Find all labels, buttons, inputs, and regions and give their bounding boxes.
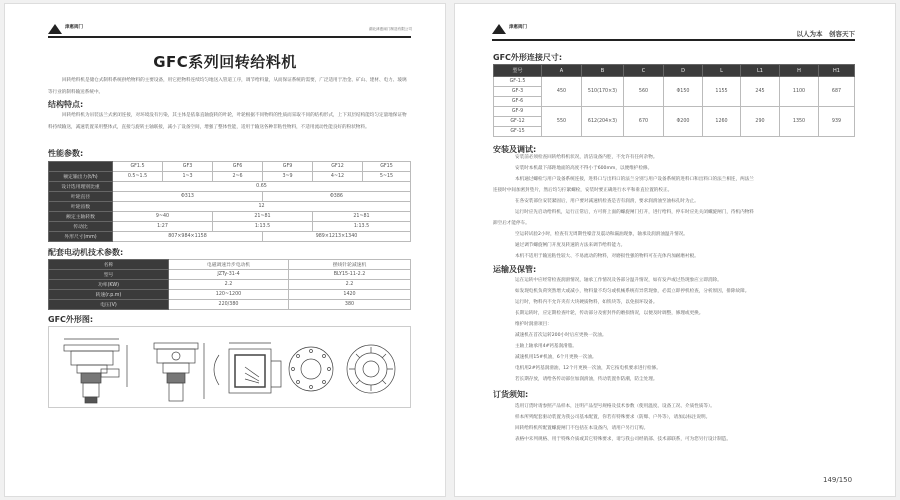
table-cell: 21~81 — [213, 212, 313, 222]
table-cell: 3~9 — [263, 172, 313, 182]
model-cell: GF-15 — [494, 127, 542, 137]
row-label: 功率(KW) — [49, 280, 169, 290]
table-row — [49, 222, 411, 232]
structure-heading: 结构特点: — [48, 100, 84, 109]
table-cell: 1:27 — [113, 222, 213, 232]
install-heading: 安装及调试: — [493, 145, 537, 154]
table-row — [49, 182, 411, 192]
header-rule — [48, 36, 411, 38]
table-row — [49, 232, 411, 242]
text-line: 若长期存放，请给各传动部位加润滑油，传动装置作防潮，防尘处理。 — [515, 377, 658, 382]
text-line: 通过调节螺旋闸门开度及转速的方法来调节给料能力。 — [515, 243, 626, 248]
row-label: 名称 — [49, 260, 169, 270]
model-cell: GF-9 — [494, 107, 542, 117]
intro-text: 回转给料机是储仓式制料系统供给物料的主要设备，用它把物料连续均匀地送入管道工序，调节给料量，从而保证系统的需要，广泛适用于冶金、矿山、建材、电力、玻璃等行业的制料输送系统中。 — [48, 78, 407, 95]
column-header: GF12 — [313, 162, 363, 172]
table-cell: Φ386 — [263, 192, 411, 202]
table-cell: 450 — [542, 77, 582, 107]
table-row — [494, 107, 855, 117]
table-cell: 612(204×3) — [582, 107, 624, 137]
table-cell: 1260 — [703, 107, 741, 137]
row-label: 电压(V) — [49, 300, 169, 310]
table-cell: 1420 — [289, 290, 411, 300]
mountain-logo-icon — [492, 24, 506, 34]
text-line: 选用订货时请参照产品样本，注明产品型号规格及技术参数（使用温度、设备工况、介质性质等）。 — [515, 404, 715, 409]
column-header: GF9 — [263, 162, 313, 172]
table-cell: 9~40 — [113, 212, 213, 222]
model-cell: GF-1.5 — [494, 77, 542, 87]
table-cell: 0.5~1.5 — [113, 172, 163, 182]
text-line: 样本所列配套驱动装置为我公司基本配置，你若有特殊要求（防爆、户外等），请加以标注说明。 — [515, 415, 711, 420]
table-cell: 120~1200 — [169, 290, 289, 300]
text-line: 空运转试验2小时，检查有无周期性噪音及震动和漏油现象，轴承及润滑油温升情况。 — [515, 232, 688, 237]
column-header: H1 — [819, 65, 855, 77]
text-line: 在各安装部位安装紧固后，用户要对减速机检查是否有润滑，要求润滑油至油标孔时为止。 — [515, 199, 699, 204]
table-header-row — [49, 162, 411, 172]
text-line: 连接时中间加密封垫片，然后均匀拧紧螺栓，安装时要正确进行水平和垂直位置的校正。 — [493, 188, 673, 193]
table-cell: 1~3 — [163, 172, 213, 182]
transport-heading: 运输及保管: — [493, 265, 537, 274]
model-cell: GF-3 — [494, 87, 542, 97]
text-line: 安装前必须检查回转给料机状况，清洁设备内腔，不允许有任何杂物。 — [515, 155, 658, 160]
text-line: 运行时，物料内不允许夹有大块硬质物料，如铁块等，以免损坏设备。 — [515, 300, 658, 305]
model-cell: GF-12 — [494, 117, 542, 127]
motor-table — [48, 259, 411, 310]
row-label: 设计选用理别比重 — [49, 182, 113, 192]
table-cell: 1:13.5 — [313, 222, 411, 232]
table-cell: 2~6 — [213, 172, 263, 182]
table-row — [49, 212, 411, 222]
table-row — [49, 192, 411, 202]
table-cell: 1155 — [703, 77, 741, 107]
column-header: GF1.5 — [113, 162, 163, 172]
table-cell: BLY15-11-2.2 — [289, 270, 411, 280]
top-view-drawing — [214, 343, 281, 393]
column-header: GF6 — [213, 162, 263, 172]
front-view-drawing — [154, 343, 204, 401]
table-cell: 摆线针轮减速机 — [289, 260, 411, 270]
column-header: GF15 — [363, 162, 411, 172]
slogan: 以人为本 创容天下 — [796, 30, 855, 38]
table-cell: 560 — [624, 77, 664, 107]
table-row — [49, 202, 411, 212]
text-line: 电机用2#钙基润滑油，12个月更换一次油，其它按电机要求进行检修。 — [515, 366, 661, 371]
order-heading: 订货须知: — [493, 390, 529, 399]
right-logo — [492, 24, 527, 34]
table-cell: 1350 — [780, 107, 819, 137]
table-cell: Φ200 — [664, 107, 703, 137]
model-cell: GF-6 — [494, 97, 542, 107]
table-cell: 807×984×1158 — [113, 232, 263, 242]
row-label: 额定输出力(t/h) — [49, 172, 113, 182]
corner-cell — [49, 162, 113, 172]
table-cell: 1:13.5 — [213, 222, 313, 232]
table-cell: 2.2 — [169, 280, 289, 290]
table-cell: 2.2 — [289, 280, 411, 290]
header-rule — [492, 39, 855, 41]
page-title: GFC系列回转给料机 — [153, 53, 297, 71]
drawing-heading: GFC外形图: — [48, 315, 94, 324]
left-page — [4, 3, 446, 497]
table-cell: Φ150 — [664, 77, 703, 107]
page-number: 149/150 — [823, 476, 853, 484]
table-cell: 21~81 — [313, 212, 411, 222]
row-label: 额定主轴转数 — [49, 212, 113, 222]
flange-drawing-small — [289, 347, 333, 391]
column-header: A — [542, 65, 582, 77]
order-list — [493, 401, 858, 445]
dimensions-heading: GFC外形连接尺寸: — [493, 53, 563, 62]
column-header: H — [780, 65, 819, 77]
mountain-logo-icon — [48, 24, 62, 34]
table-cell: Φ313 — [113, 192, 263, 202]
right-page — [454, 3, 896, 497]
performance-table — [48, 161, 411, 242]
table-cell: 290 — [741, 107, 780, 137]
dimensions-table — [493, 64, 855, 137]
row-label: 叶轮直径 — [49, 192, 113, 202]
column-header: B — [582, 65, 624, 77]
table-cell: 5~15 — [363, 172, 411, 182]
table-row — [49, 300, 411, 310]
text-line: 本机通过螺栓与用户设备系统连接，进料口与出料口的法兰分别与用户设备系统的进料口和出料口的法兰相连，两法兰 — [515, 177, 754, 182]
text-line: 减速机用15#机油，6个月更换一次油。 — [515, 355, 597, 360]
table-header-row — [494, 65, 855, 77]
table-cell: 245 — [741, 77, 780, 107]
side-view-drawing — [64, 339, 127, 403]
text-line: 运在运转中应经常检查润滑情况，轴承工作情况及各部分温升情况，如有发声或过热现象应立即消除。 — [515, 278, 722, 283]
left-logo — [48, 24, 83, 34]
column-header: L1 — [741, 65, 780, 77]
flange-drawing-large — [347, 345, 395, 393]
table-cell: 4~12 — [313, 172, 363, 182]
table-cell: 0.65 — [113, 182, 411, 192]
table-cell: 220/380 — [169, 300, 289, 310]
table-cell: JZTy-31-4 — [169, 270, 289, 280]
company-name: 湖北津惠阀门制造有限公司 — [368, 27, 412, 31]
row-label: 型号 — [49, 270, 169, 280]
text-line: 安装时本机最下部距地面的高度不得小于600mm，以便维护检修。 — [515, 166, 653, 171]
column-header: L — [703, 65, 741, 77]
table-cell: 550 — [542, 107, 582, 137]
table-row — [49, 290, 411, 300]
table-cell: 12 — [113, 202, 411, 212]
table-cell: 687 — [819, 77, 855, 107]
structure-text: 回转给料机为吊装法兰式密闭连接，对环境没有污染，其主体是依靠直轴旋转的叶轮，叶轮根据不同物料的性质而采取不同的结构形式，上下双层结构能均匀定量地保证物料持续输送，减速装置采用整体式，直接与旋转主轴联接，减小了设备空间，增强了整体性能，适用于输送各种非粘性物料，不适用流动性能良好的粉状物料。 — [48, 113, 407, 130]
column-header: 型号 — [494, 65, 542, 77]
table-row — [494, 77, 855, 87]
row-label: 外形尺寸(mm) — [49, 232, 113, 242]
table-cell: 989×1213×1340 — [263, 232, 411, 242]
table-row — [49, 260, 411, 270]
text-line: 长期运转时，应定期检查叶轮，传动部分及密封件的磨损情况，以便及时调整，修理或更换。 — [515, 311, 704, 316]
install-list — [493, 152, 858, 262]
table-cell: 670 — [624, 107, 664, 137]
row-label: 转速(r.p.m) — [49, 290, 169, 300]
text-line: 本机不适用于输送粘性较大、不易流动的物料，对磨损性强的物料可在壳体内加耐磨衬板。 — [515, 254, 699, 259]
text-line: 主轴上轴承用4#钙基润滑脂。 — [515, 344, 577, 349]
text-line: 卸空后才能停车。 — [493, 221, 530, 226]
table-cell: 电磁调速异步电动机 — [169, 260, 289, 270]
table-cell: 939 — [819, 107, 855, 137]
text-line: 回转给料机所配置螺旋闸门不包括在本设备内，请用户另行订购。 — [515, 426, 649, 431]
performance-heading: 性能参数: — [48, 149, 84, 158]
text-line: 维护时润滑项目： — [515, 322, 552, 327]
text-line: 表格中未列规格、用于特殊介质或其它特殊要求，请与我公司经销部、技术部联系，可为您另行设计制造。 — [515, 437, 731, 442]
column-header: GF3 — [163, 162, 213, 172]
table-row — [49, 172, 411, 182]
text-line: 减速机在首次运转200小时后应更换一次油。 — [515, 333, 607, 338]
outline-drawing — [48, 326, 411, 408]
row-label: 传动比 — [49, 222, 113, 232]
table-row — [49, 270, 411, 280]
column-header: D — [664, 65, 703, 77]
motor-heading: 配套电动机技术参数: — [48, 248, 124, 257]
logo-text: 津惠阀门 — [509, 25, 527, 30]
row-label: 叶轮齿数 — [49, 202, 113, 212]
table-cell: 510(170×3) — [582, 77, 624, 107]
logo-text: 津惠阀门 — [65, 25, 83, 30]
table-cell: 1100 — [780, 77, 819, 107]
column-header: C — [624, 65, 664, 77]
text-line: 如发现电机负荷突然增大或减小，物料量不均匀或机械系统有异常现象，必需立即停机检查，分析原因，排除故障。 — [515, 289, 750, 294]
table-row — [49, 280, 411, 290]
transport-list — [493, 275, 858, 385]
table-cell: 380 — [289, 300, 411, 310]
text-line: 运行时应先启动给料机，运行正常后，方可将上面的螺旋闸门打开，进行给料，停车时应先关闭螺旋闸门，待机内物料 — [515, 210, 754, 215]
